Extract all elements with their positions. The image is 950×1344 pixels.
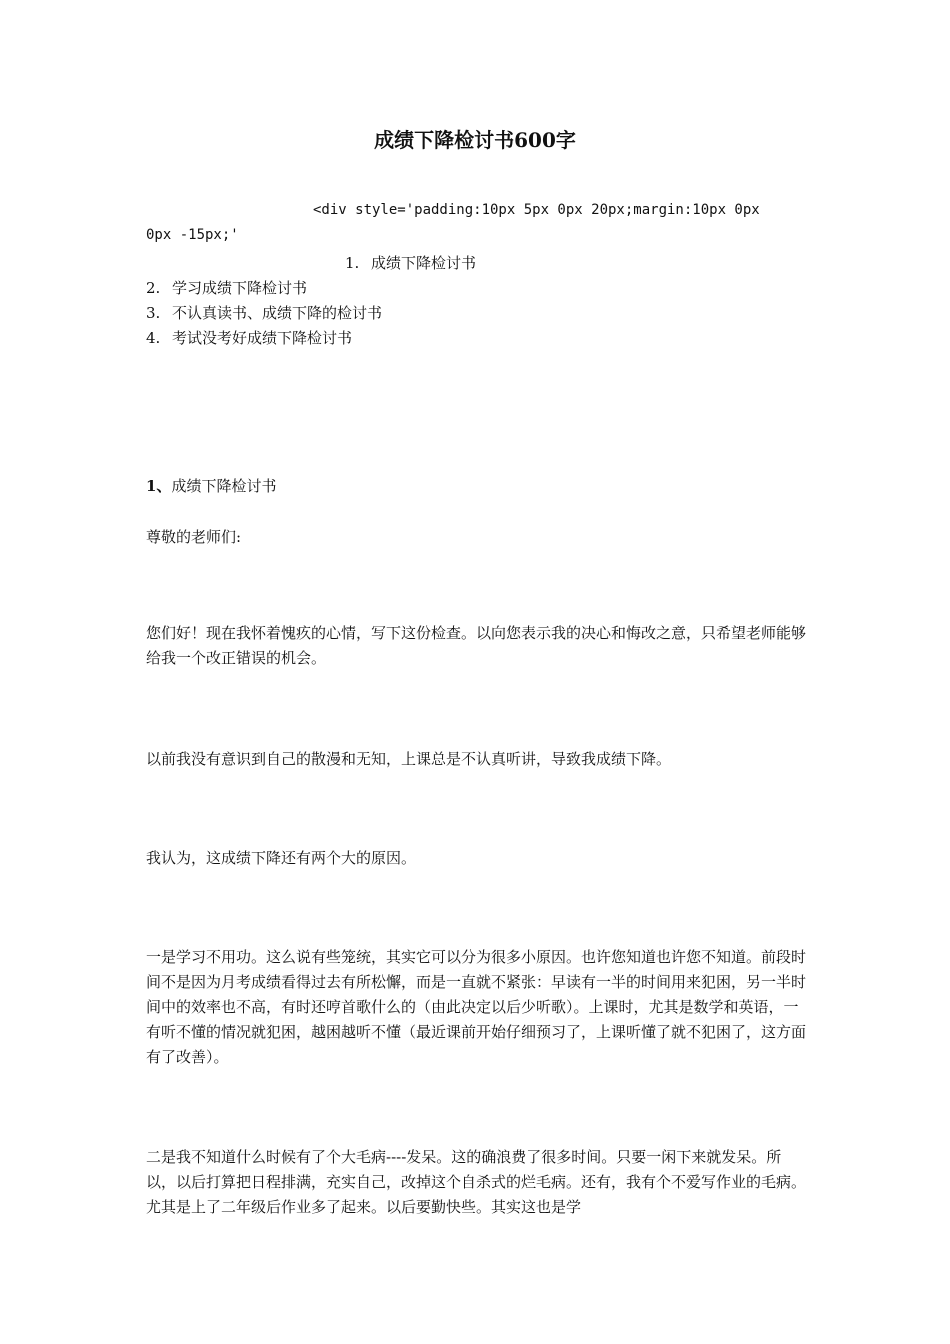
toc-item-label: 成绩下降检讨书 [371, 254, 477, 272]
section-title: 成绩下降检讨书 [171, 477, 277, 495]
section-heading [146, 474, 808, 499]
code-fragment-line-1: <div style='padding:10px 5px 0px 20px;margin:10px 0px [313, 202, 760, 218]
toc-item-number: 1. [345, 254, 360, 272]
paragraph-5: 二是我不知道什么时候有了个大毛病----发呆。这的确浪费了很多时间。只要一闲下来就发呆。所以，以后打算把日程排满，充实自己，改掉这个自杀式的烂毛病。还有，我有个不爱写作业的毛病。尤其是上了二年级后作业多了起来。以后要勤快些。其实这也是学 [146, 1148, 807, 1216]
toc-item-1[interactable] [345, 252, 476, 273]
toc-item-2[interactable] [146, 277, 307, 298]
paragraph-1: 您们好！现在我怀着愧疚的心情，写下这份检查。以向您表示我的决心和悔改之意，只希望老师能够给我一个改正错误的机会。 [146, 624, 807, 667]
toc-item-label: 考试没考好成绩下降检讨书 [172, 329, 353, 347]
toc-item-label: 学习成绩下降检讨书 [172, 279, 308, 297]
toc-item-number: 4. [146, 329, 161, 347]
paragraph-4: 一是学习不用功。这么说有些笼统，其实它可以分为很多小原因。也许您知道也许您不知道。前段时间不是因为月考成绩看得过去有所松懈，而是一直就不紧张：早读有一半的时间用来犯困，另一半时间中的效率也不高，有时还哼首歌什么的（由此决定以后少听歌）。上课时，尤其是数学和英语，一有听不懂的情况就犯困，越困越听不懂（最近课前开始仔细预习了，上课听懂了就不犯困了，这方面有了改善）。 [146, 948, 807, 1066]
toc-item-4[interactable] [146, 327, 352, 348]
paragraph-3: 我认为，这成绩下降还有两个大的原因。 [146, 849, 417, 867]
toc-item-number: 2. [146, 279, 161, 297]
salutation: 尊敬的老师们: [146, 528, 242, 546]
toc-item-number: 3. [146, 304, 161, 322]
code-fragment-line-2: 0px -15px;' [146, 227, 239, 243]
toc-item-3[interactable] [146, 302, 382, 323]
page-title: 成绩下降检讨书600字 [374, 128, 576, 152]
section-number: 1、 [146, 477, 172, 495]
paragraph-2: 以前我没有意识到自己的散漫和无知，上课总是不认真听讲，导致我成绩下降。 [146, 750, 672, 768]
toc-item-label: 不认真读书、成绩下降的检讨书 [172, 304, 383, 322]
